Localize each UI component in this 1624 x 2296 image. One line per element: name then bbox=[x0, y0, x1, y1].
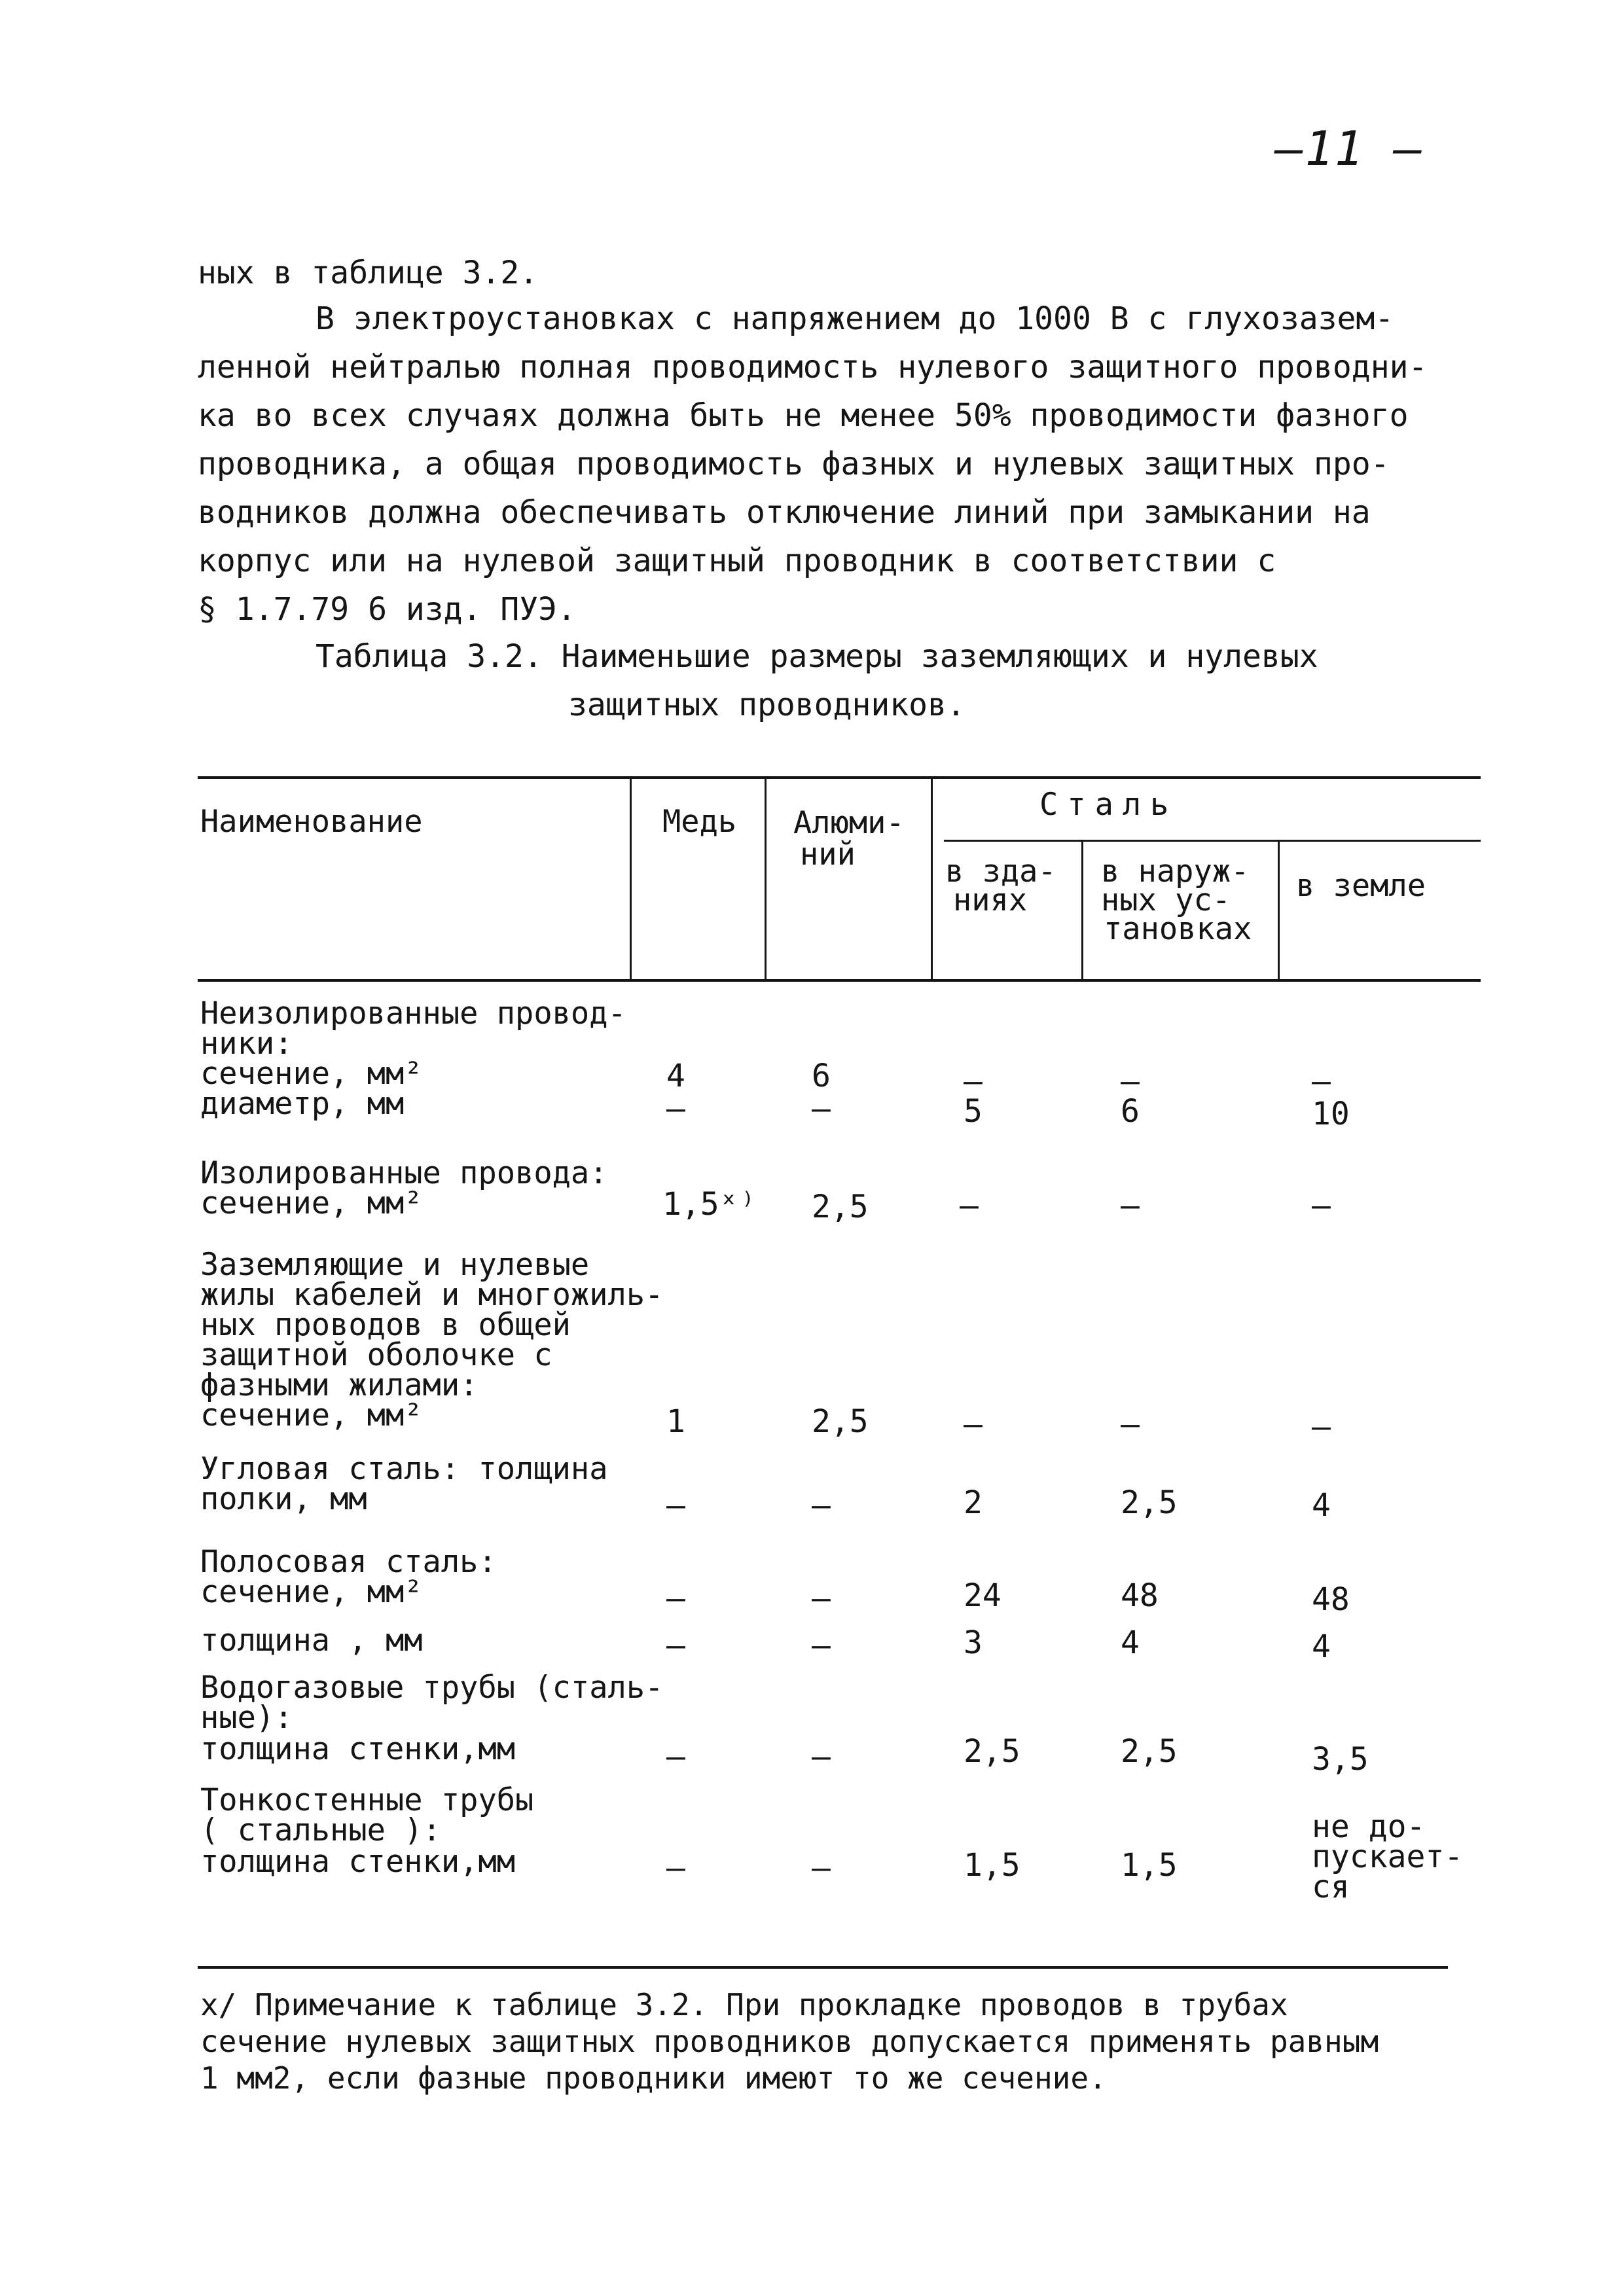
cell-steel-outdoor: 2,5 bbox=[1121, 1733, 1178, 1770]
cell-steel-buildings: 2 bbox=[964, 1484, 983, 1521]
group-label: ных проводов в общей bbox=[200, 1307, 571, 1343]
group-label: Водогазовые трубы (сталь- bbox=[200, 1670, 664, 1706]
group-label: Полосовая сталь: bbox=[200, 1544, 497, 1580]
cell-steel-outdoor: – bbox=[1121, 1187, 1140, 1224]
col-divider-5 bbox=[1278, 841, 1280, 980]
group-label: Изолированные провода: bbox=[200, 1155, 608, 1191]
group-label: фазными жилами: bbox=[200, 1367, 478, 1403]
cell-steel-ground: – bbox=[1312, 1187, 1331, 1224]
cell-steel-ground: 10 bbox=[1312, 1096, 1350, 1132]
header-name: Наименование bbox=[200, 804, 423, 840]
cell-aluminum: 6 bbox=[812, 1058, 831, 1094]
paragraph-line-1: ных в таблице 3.2. bbox=[198, 255, 539, 291]
cell-aluminum: 2,5 bbox=[812, 1403, 869, 1440]
group-label: ( стальные ): bbox=[200, 1812, 441, 1848]
cell-steel-ground: 4 bbox=[1312, 1628, 1331, 1665]
cell-steel-outdoor: 2,5 bbox=[1121, 1484, 1178, 1521]
page-number: —11 — bbox=[1275, 121, 1424, 176]
paragraph-line-5: проводника, а общая проводимость фазных и нулевых защитных про- bbox=[198, 446, 1390, 482]
group-label: Угловая сталь: толщина bbox=[200, 1451, 608, 1487]
table-bottom-rule bbox=[198, 1966, 1448, 1969]
header-steel-buildings-1: в зда- bbox=[945, 853, 1056, 889]
cell-copper: – bbox=[666, 1090, 685, 1127]
cell-steel-outdoor: – bbox=[1121, 1406, 1140, 1443]
group-label: ники: bbox=[200, 1026, 293, 1062]
header-steel-buildings-2: ниях bbox=[953, 882, 1028, 918]
cell-steel-buildings: — bbox=[960, 1187, 979, 1224]
header-aluminum-2: ний bbox=[800, 836, 856, 872]
cell-copper: – bbox=[666, 1850, 685, 1886]
cell-steel-buildings: 5 bbox=[964, 1093, 983, 1130]
cell-steel-outdoor: – bbox=[1121, 1063, 1140, 1100]
group-label: ные): bbox=[200, 1700, 293, 1736]
paragraph-line-7: корпус или на нулевой защитный проводник в соответствии с bbox=[198, 543, 1276, 579]
cell-steel-ground: – bbox=[1312, 1063, 1331, 1100]
cell-steel-buildings: 3 bbox=[964, 1624, 983, 1661]
footnote-line-1: x/ Примечание к таблице 3.2. При прокладке проводов в трубах bbox=[200, 1987, 1288, 2022]
table-caption-line-2: защитных проводников. bbox=[568, 687, 965, 723]
table-top-rule bbox=[198, 776, 1481, 779]
row-label: полки, мм bbox=[200, 1481, 367, 1517]
cell-copper: – bbox=[666, 1487, 685, 1524]
cell-steel-ground: – bbox=[1312, 1408, 1331, 1445]
cell-steel-ground: 3,5 bbox=[1312, 1741, 1369, 1778]
paragraph-line-2: В электроустановках с напряжением до 1000 В с глухозазем- bbox=[316, 300, 1394, 337]
header-steel-outdoor-3: тановках bbox=[1104, 911, 1252, 947]
row-label: толщина , мм bbox=[200, 1623, 423, 1659]
header-copper: Медь bbox=[662, 804, 737, 840]
group-label: жилы кабелей и многожиль- bbox=[200, 1277, 664, 1313]
cell-copper: 1 bbox=[666, 1403, 685, 1440]
footnote-line-2: сечение нулевых защитных проводников допускается применять равным bbox=[200, 2024, 1379, 2059]
row-label: сечение, мм² bbox=[200, 1056, 423, 1092]
cell-steel-outdoor: 48 bbox=[1121, 1577, 1159, 1614]
cell-copper: – bbox=[666, 1738, 685, 1775]
paragraph-line-8: § 1.7.79 6 изд. ПУЭ. bbox=[198, 591, 576, 628]
cell-steel-outdoor: 4 bbox=[1121, 1624, 1140, 1661]
cell-steel-buildings: – bbox=[964, 1406, 983, 1443]
cell-steel-buildings: 2,5 bbox=[964, 1733, 1020, 1770]
cell-aluminum: – bbox=[812, 1738, 831, 1775]
cell-aluminum: – bbox=[812, 1580, 831, 1617]
cell-steel-buildings: 24 bbox=[964, 1577, 1001, 1614]
cell-steel-ground: 48 bbox=[1312, 1581, 1350, 1618]
cell-copper: 1,5ˣ⁾ bbox=[662, 1186, 757, 1223]
cell-aluminum: – bbox=[812, 1627, 831, 1664]
cell-steel-outdoor: 6 bbox=[1121, 1093, 1140, 1130]
group-label: Заземляющие и нулевые bbox=[200, 1247, 590, 1283]
paragraph-line-6: водников должна обеспечивать отключение линий при замыкании на bbox=[198, 494, 1371, 531]
col-divider-4 bbox=[1081, 841, 1083, 980]
row-label: толщина стенки,мм bbox=[200, 1844, 516, 1880]
cell-steel-buildings: 1,5 bbox=[964, 1847, 1020, 1884]
row-label: диаметр, мм bbox=[200, 1086, 405, 1122]
header-aluminum-1: Алюми- bbox=[793, 805, 905, 841]
header-bottom-rule bbox=[198, 979, 1481, 982]
cell-copper: – bbox=[666, 1580, 685, 1617]
header-steel-outdoor-2: ных ус- bbox=[1101, 882, 1231, 918]
col-divider-1 bbox=[630, 778, 632, 980]
header-steel-outdoor-1: в наруж- bbox=[1101, 853, 1250, 889]
group-label: Тонкостенные трубы bbox=[200, 1782, 534, 1818]
col-divider-3 bbox=[931, 778, 933, 980]
paragraph-line-3: ленной нейтралью полная проводимость нулевого защитного проводни- bbox=[198, 349, 1428, 386]
col-divider-2 bbox=[765, 778, 767, 980]
cell-aluminum: 2,5 bbox=[812, 1189, 869, 1225]
group-label: защитной оболочке с bbox=[200, 1337, 552, 1373]
table-caption-line-1: Таблица 3.2. Наименьшие размеры заземляющих и нулевых bbox=[316, 638, 1318, 675]
cell-copper: 4 bbox=[666, 1058, 685, 1094]
cell-steel-ground: не до- пускает- ся bbox=[1312, 1808, 1464, 1905]
group-label: Неизолированные провод- bbox=[200, 996, 626, 1031]
cell-aluminum: – bbox=[812, 1850, 831, 1886]
row-label: толщина стенки,мм bbox=[200, 1731, 516, 1767]
cell-steel-outdoor: 1,5 bbox=[1121, 1847, 1178, 1884]
steel-subheader-rule bbox=[944, 840, 1481, 842]
row-label: сечение, мм² bbox=[200, 1185, 423, 1221]
header-steel-ground: в земле bbox=[1296, 868, 1426, 904]
cell-steel-buildings: – bbox=[964, 1063, 983, 1100]
cell-aluminum: – bbox=[812, 1487, 831, 1524]
cell-aluminum: – bbox=[812, 1090, 831, 1127]
footnote-line-3: 1 мм2, если фазные проводники имеют то же сечение. bbox=[200, 2060, 1107, 2096]
header-steel: Сталь bbox=[1039, 787, 1178, 823]
cell-copper: – bbox=[666, 1627, 685, 1664]
paragraph-line-4: ка во всех случаях должна быть не менее 50% проводимости фазного bbox=[198, 397, 1409, 434]
cell-steel-ground: 4 bbox=[1312, 1487, 1331, 1524]
row-label: сечение, мм² bbox=[200, 1397, 423, 1433]
row-label: сечение, мм² bbox=[200, 1574, 423, 1610]
